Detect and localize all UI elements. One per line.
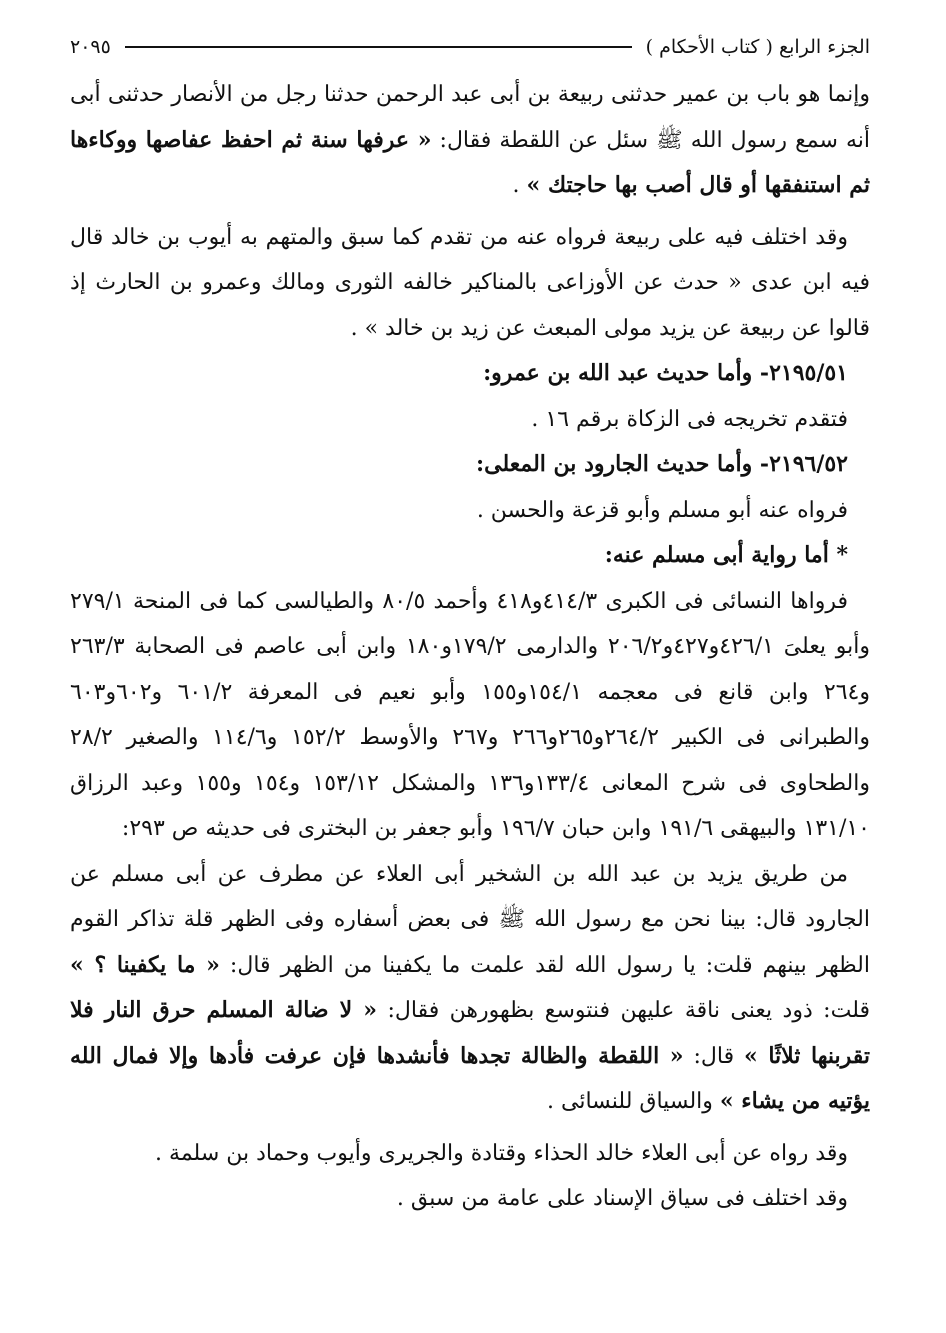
hadith-quote: « عرفها سنة ثم احفظ عفاصها ووكاءها ثم استنفقها أو قال أصب بها حاجتك » — [70, 126, 870, 198]
paragraph-isnad-matn — [70, 852, 870, 1125]
text-run: . — [512, 173, 527, 198]
subheading-abu-muslim: * أما رواية أبى مسلم عنه: — [604, 542, 848, 568]
running-header — [70, 30, 870, 64]
paragraph-other-narrators: وقد رواه عن أبى العلاء خالد الحذاء وقتادة والجريرى وأيوب وحماد بن سلمة . — [155, 1140, 848, 1166]
paragraph-hadith-text — [70, 72, 870, 209]
text-run: من طريق يزيد بن عبد الله بن الشخير أبى العلاء عن مطرف عن أبى مسلم عن الجارود قال: بينا نحن مع رسول الله ﷺ فى بعض أسفاره وفى الظهر قلة تذاكر القوم الظهر بينهم قلت: يا رسول الله لقد علمت ما يكفينا من الظهر قال: — [70, 861, 870, 978]
header-rule — [125, 46, 632, 48]
text-run: والسياق للنسائى . — [547, 1089, 720, 1114]
paragraph-takhrij-reference: فتقدم تخريجه فى الزكاة برقم ١٦ . — [531, 406, 848, 432]
paragraph-sources: فرواها النسائى فى الكبرى ٤١٤/٣و٤١٨ وأحمد ٨٠/٥ والطيالسى كما فى المنحة ٢٧٩/١ وأبو يعلىَ ٤٢٦/١و٤٢٧و٢٠٦/٢ والدارمى ١٧٩/٢و١٨٠ وابن أبى عاصم فى الصحابة ٢٦٣/٣ و٢٦٤ وابن قانع فى معجمه ١٥٤/١و١٥٥ وأبو نعيم فى المعرفة ٦٠١/٢ و٦٠٢و٦٠٣ والطبرانى فى الكبير ٢٦٤/٢و٢٦٥و٢٦٦ و٢٦٧ والأوسط ١٥٢/٢ و١١٤/٦ والصغير ٢٨/٢ والطحاوى فى شرح المعانى ١٣٣/٤و١٣٦ والمشكل ١٥٣/١٢ و١٥٤ و١٥٥ وعبد الرزاق ١٣١/١٠ والبيهقى ١٩١/٦ وابن حبان ١٩٦/٧ وأبو جعفر بن البخترى فى حديثه ص ٢٩٣: — [70, 588, 870, 841]
page-number: ٢٠٩٥ — [70, 36, 111, 58]
hadith-quote: « لا ضالة المسلم حرق النار فلا تقربنها ثلاثًا » — [70, 997, 871, 1069]
section-heading-abdullah-ibn-amr — [70, 351, 870, 397]
hadith-quote: « اللقطة والظالة تجدها فأنشدها فإن عرفت فأدها وإلا فمال الله يؤتيه من يشاء » — [70, 1042, 870, 1114]
hadith-number: ٢١٩٦/٥٢- — [759, 451, 848, 477]
header-title: الجزء الرابع ( كتاب الأحكام ) — [645, 36, 870, 58]
heading-title: وأما حديث عبد الله بن عمرو: — [483, 360, 760, 386]
heading-title: وأما حديث الجارود بن المعلى: — [476, 451, 760, 477]
text-run: وإنما هو باب بن عمير حدثنى ربيعة بن أبى عبد الرحمن حدثنا رجل من الأنصار حدثنى أبى أنه سمع رسول الله ﷺ سئل عن اللقطة فقال: — [70, 82, 870, 153]
hadith-quote: « ما يكفينا ؟ » — [70, 951, 220, 978]
section-heading-jarud — [70, 442, 870, 488]
hadith-number: ٢١٩٥/٥١- — [759, 360, 848, 386]
page-body — [70, 72, 870, 1222]
paragraph-discussion: وقد اختلف فيه على ربيعة فرواه عنه من تقدم كما سبق والمتهم به أيوب بن خالد قال فيه ابن عدى « حدث عن الأوزاعى بالمناكير خالفه الثورى ومالك وعمرو بن الحارث إذ قالوا عن ربيعة عن يزيد مولى المبعث عن زيد بن خالد » . — [70, 224, 870, 341]
paragraph-closing: وقد اختلف فى سياق الإسناد على عامة من سبق . — [396, 1186, 848, 1211]
text-run: قلت: ذود يعنى ناقة عليهن فنتوسع بظهورهن فقال: — [377, 998, 870, 1023]
text-run: قال: — [683, 1043, 745, 1069]
paragraph-narrators: فرواه عنه أبو مسلم وأبو قزعة والحسن . — [476, 497, 848, 523]
